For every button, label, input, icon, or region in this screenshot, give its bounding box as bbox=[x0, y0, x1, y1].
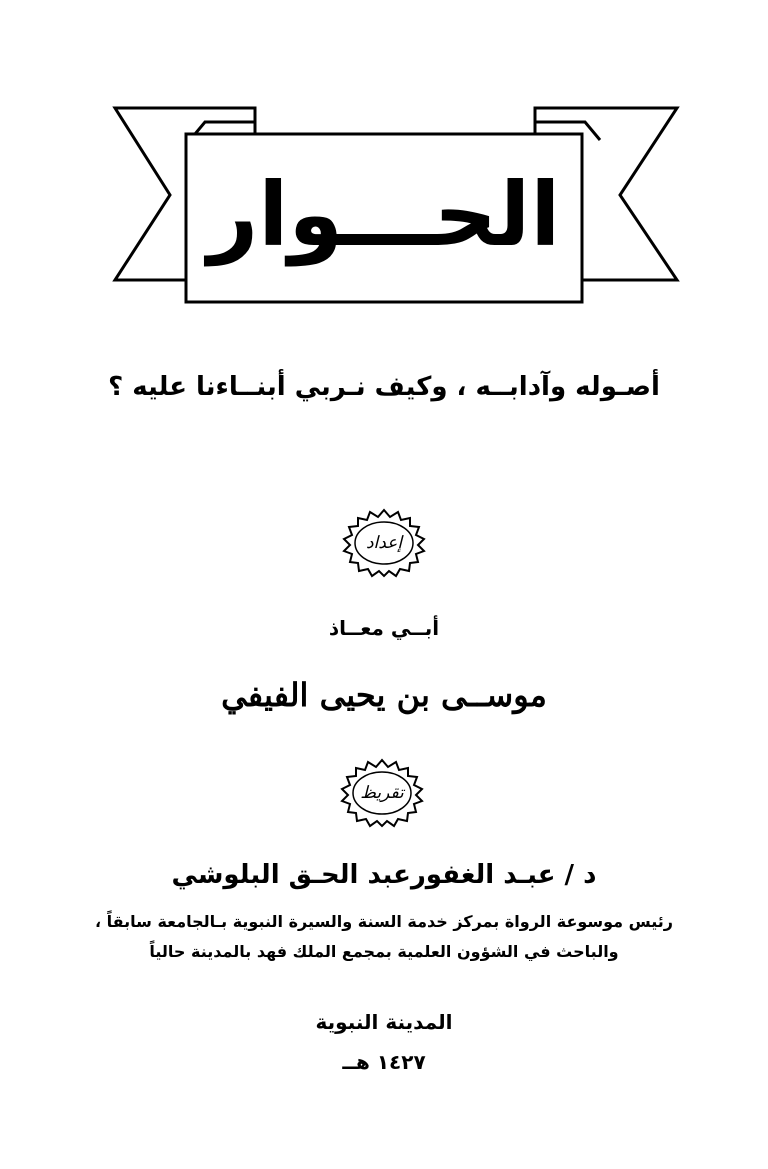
foreword-seal bbox=[336, 758, 428, 828]
book-subtitle: أصـوله وآدابــه ، وكيف نـربي أبنــاءنا عليه ؟ bbox=[108, 372, 660, 402]
preparation-seal bbox=[338, 508, 430, 578]
publication-city: المدينة النبوية bbox=[315, 1010, 453, 1034]
author-name: موســى بن يحيى الفيفي bbox=[221, 676, 547, 714]
book-title: الحـــوار bbox=[207, 163, 561, 266]
foreword-label: تقريظ bbox=[360, 783, 404, 803]
commentator-role-line1: رئيس موسوعة الرواة بمركز خدمة السنة والسيرة النبوية بـالجامعة سابقاً ، bbox=[94, 912, 674, 931]
preparation-label: إعداد bbox=[365, 533, 403, 553]
commentator-name: د / عبـد الغفورعبد الحـق البلوشي bbox=[171, 860, 597, 890]
publication-year: ١٤٢٧ هــ bbox=[342, 1050, 426, 1074]
commentator-role-line2: والباحث في الشؤون العلمية بمجمع الملك فهد بالمدينة حالياً bbox=[149, 942, 619, 961]
author-kunya: أبــي معــاذ bbox=[328, 616, 440, 640]
